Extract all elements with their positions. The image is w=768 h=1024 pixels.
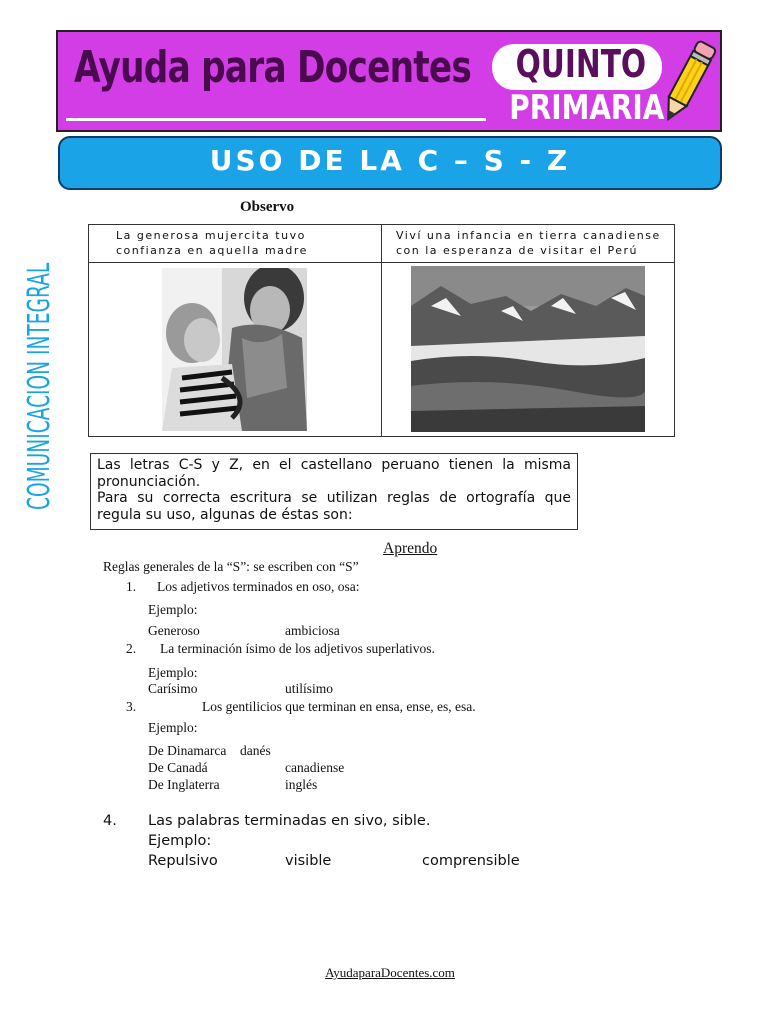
rule-text: Las palabras terminadas en sivo, sible. — [148, 813, 431, 829]
table-divider — [381, 224, 382, 437]
example-word: inglés — [285, 777, 318, 792]
title-bar — [58, 136, 722, 190]
header-banner — [56, 30, 722, 132]
example-label: Ejemplo: — [148, 720, 198, 735]
rule-number: 3. — [126, 699, 137, 714]
example-word: visible — [285, 853, 332, 869]
intro-box — [90, 453, 578, 530]
page-title: USO DE LA C – S - Z — [209, 144, 571, 177]
side-subject-label: COMUNICACION INTEGRAL — [22, 262, 57, 510]
rules-subtitle: Reglas generales de la “S”: se escriben con “S” — [103, 559, 359, 574]
rule-text: Los gentilicios que terminan en ensa, ense, es, esa. — [202, 699, 476, 714]
footer-link[interactable]: AyudaparaDocentes.com — [325, 965, 455, 980]
rule-text: Los adjetivos terminados en oso, osa: — [157, 579, 360, 594]
aprendo-heading: Aprendo — [383, 540, 438, 557]
example-word: Carísimo — [148, 681, 198, 696]
example-word: Generoso — [148, 623, 200, 638]
example-word: ambiciosa — [285, 623, 340, 638]
intro-line-2: Para su correcta escritura se utilizan reglas de ortografía que regula su uso, algunas de éstas son: — [97, 490, 571, 523]
example-word: De Dinamarca — [148, 743, 227, 758]
rule-number: 1. — [126, 579, 137, 594]
grade-label: QUINTO — [515, 42, 647, 86]
example-label: Ejemplo: — [148, 602, 198, 617]
example-word: comprensible — [422, 853, 520, 869]
pencil-icon — [656, 34, 720, 130]
mother-child-photo — [162, 268, 307, 431]
example-word: canadiense — [285, 760, 345, 775]
rule-text: La terminación ísimo de los adjetivos superlativos. — [160, 641, 435, 656]
example-word: Repulsivo — [148, 853, 218, 869]
mountain-landscape-photo — [411, 266, 645, 432]
example-label: Ejemplo: — [148, 833, 212, 849]
example-word: De Inglaterra — [148, 777, 220, 792]
example-word: utilísimo — [285, 681, 334, 696]
caption-2: Viví una infancia en tierra canadiense con la esperanza de visitar el Perú — [396, 229, 661, 257]
example-word: De Canadá — [148, 760, 208, 775]
example-label: Ejemplo: — [148, 665, 198, 680]
observo-heading: Observo — [240, 199, 295, 215]
rule-number: 2. — [126, 641, 137, 656]
brand-title: Ayuda para Docentes — [74, 42, 471, 93]
rule-number: 4. — [103, 813, 117, 829]
caption-1: La generosa mujercita tuvo confianza en aquella madre — [116, 229, 308, 257]
intro-line-1: Las letras C-S y Z, en el castellano peruano tienen la misma pronunciación. — [97, 457, 571, 490]
example-word: danés — [240, 743, 271, 758]
level-label: PRIMARIA — [509, 88, 665, 128]
